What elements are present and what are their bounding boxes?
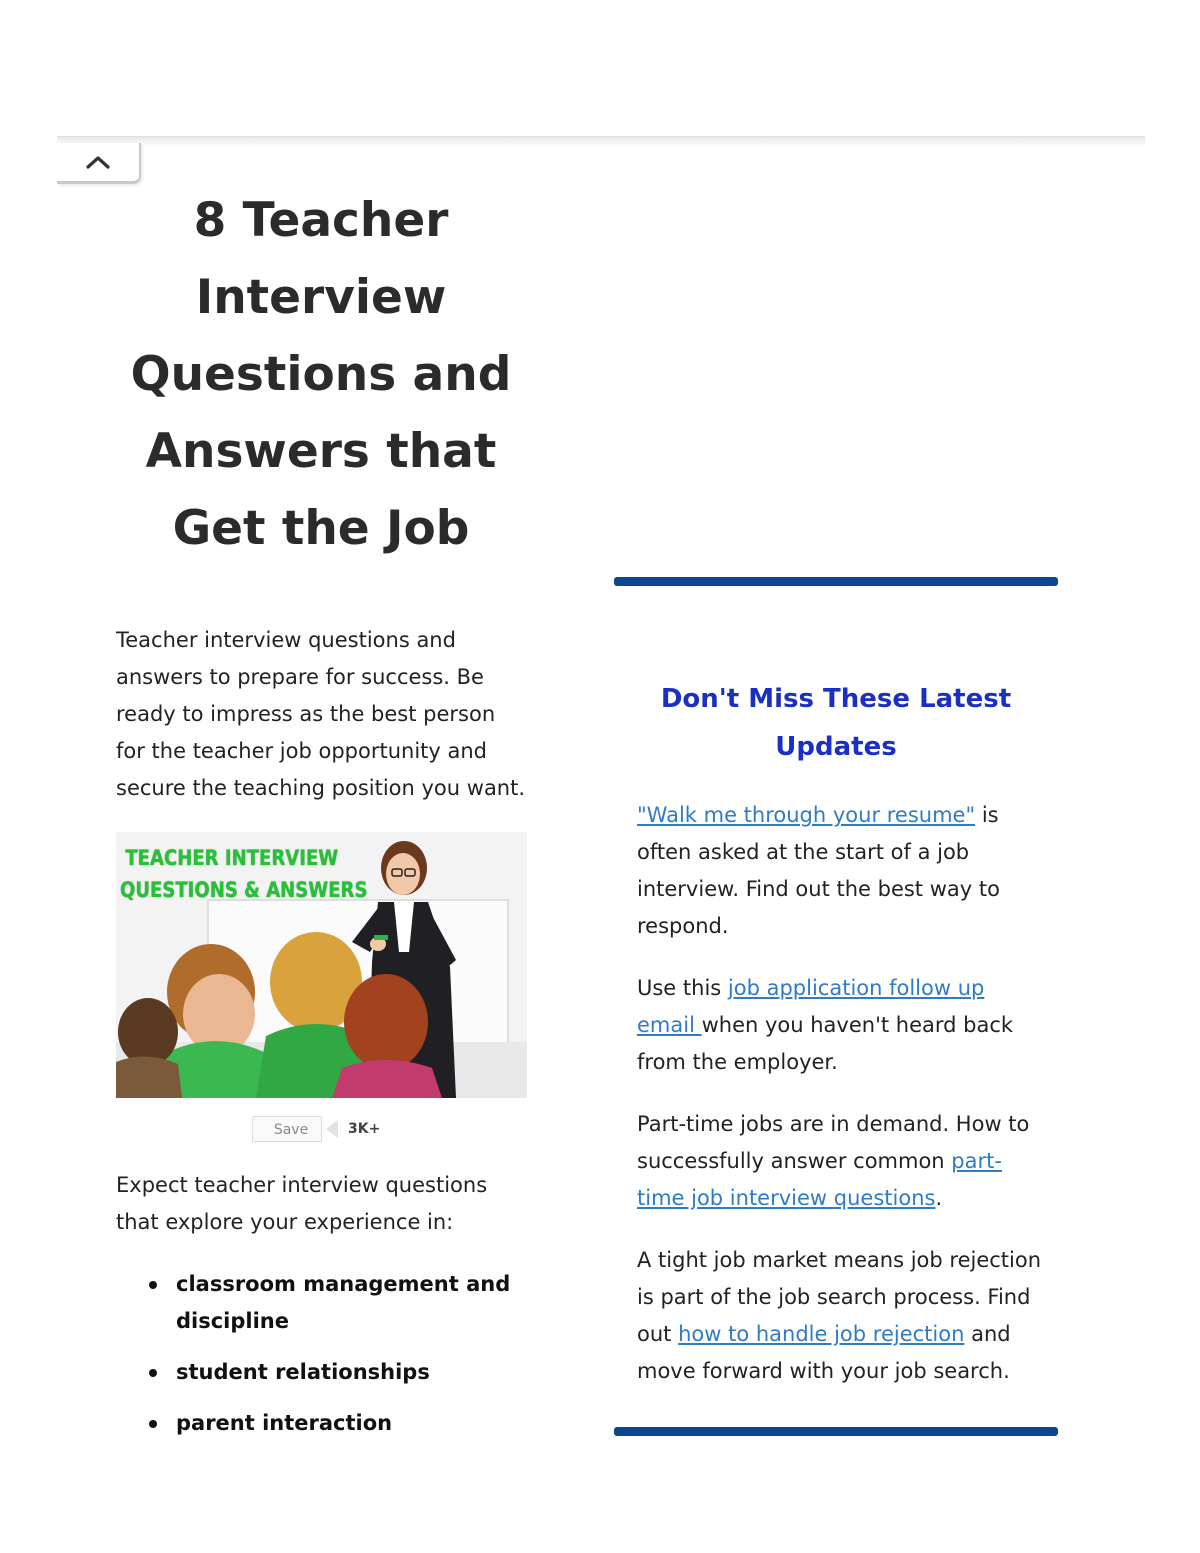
update-text: A tight job market means job rejection is part of the job search process. Find out	[637, 1248, 1042, 1346]
update-link-walk-me-through-resume[interactable]: "Walk me through your resume"	[637, 803, 976, 827]
list-item-text: student relationships	[176, 1360, 430, 1384]
update-item	[637, 1106, 1047, 1217]
article-title: 8 Teacher Interview Questions and Answers that Get the Job	[130, 193, 512, 556]
list-item	[116, 1266, 536, 1340]
update-item	[637, 970, 1047, 1081]
experience-list	[116, 1266, 536, 1456]
update-text: Use this	[637, 976, 728, 1000]
update-text: Part-time jobs are in demand. How to successfully answer common	[637, 1112, 1030, 1173]
update-text: when you haven't heard back from the employer.	[637, 1013, 1014, 1074]
hero-caption-line-2: QUESTIONS & ANSWERS	[120, 878, 368, 902]
hero-image	[116, 832, 527, 1098]
scroll-to-top-button[interactable]	[57, 143, 141, 184]
save-count-pointer	[326, 1120, 338, 1138]
update-item	[637, 797, 1047, 945]
update-text: is often asked at the start of a job interview. Find out the best way to respond.	[637, 803, 1000, 938]
hero-caption	[120, 842, 368, 906]
save-count: 3K+	[348, 1121, 381, 1137]
update-link-job-rejection[interactable]: how to handle job rejection	[678, 1322, 965, 1346]
update-text: and move forward with your job search.	[637, 1322, 1011, 1383]
update-text: .	[935, 1186, 943, 1210]
sidebar-top-bar	[614, 577, 1058, 586]
save-widget	[252, 1115, 380, 1143]
list-item-text: classroom management and discipline	[176, 1272, 511, 1333]
sidebar-bottom-bar	[614, 1427, 1058, 1436]
intro-paragraph: Teacher interview questions and answers to prepare for success. Be ready to impress as the best person for the teacher job opportunity and secure the teaching position you want.	[116, 628, 526, 800]
hero-caption-line-1: TEACHER INTERVIEW	[125, 846, 339, 870]
bullet-icon	[149, 1420, 157, 1428]
bullet-icon	[149, 1281, 157, 1289]
sidebar-updates	[637, 797, 1047, 1415]
update-link-follow-up-email[interactable]: job application follow up email	[637, 976, 985, 1037]
save-button[interactable]: Save	[252, 1116, 322, 1142]
list-item	[116, 1405, 536, 1442]
sidebar-heading: Don't Miss These Latest Updates	[660, 684, 1012, 762]
top-divider	[57, 136, 1145, 147]
update-link-part-time-questions[interactable]: part-time job interview questions	[637, 1149, 1002, 1210]
chevron-up-icon	[85, 154, 111, 170]
bullet-icon	[149, 1369, 157, 1377]
list-item-text: parent interaction	[176, 1411, 393, 1435]
expect-paragraph: Expect teacher interview questions that explore your experience in:	[116, 1173, 488, 1234]
update-item	[637, 1242, 1047, 1390]
list-item	[116, 1354, 536, 1391]
